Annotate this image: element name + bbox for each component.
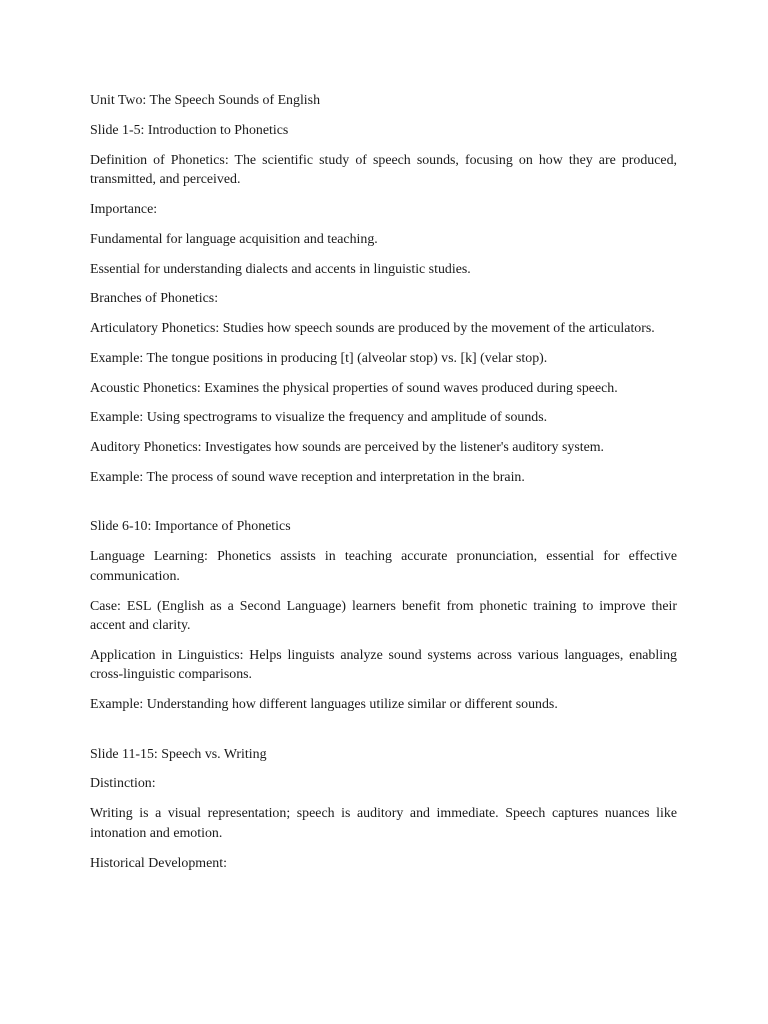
auditory-example: Example: The process of sound wave reception and interpretation in the brain. xyxy=(90,469,525,485)
importance-item: Essential for understanding dialects and accents in linguistic studies. xyxy=(90,261,471,277)
acoustic-paragraph: Acoustic Phonetics: Examines the physical properties of sound waves produced during speech. xyxy=(90,380,618,396)
distinction-paragraph: Writing is a visual representation; speech is auditory and immediate. Speech captures nuances like intonation and emotion. xyxy=(90,806,677,841)
case-paragraph: Case: ESL (English as a Second Language) learners benefit from phonetic training to improve their accent and clarity. xyxy=(90,598,677,634)
importance-item: Fundamental for language acquisition and teaching. xyxy=(90,231,378,247)
articulatory-example: Example: The tongue positions in producing [t] (alveolar stop) vs. [k] (velar stop). xyxy=(90,350,548,366)
document-title: Unit Two: The Speech Sounds of English xyxy=(90,93,321,108)
importance-label: Importance: xyxy=(90,201,158,217)
section-heading-speech-vs-writing: Slide 11-15: Speech vs. Writing xyxy=(90,746,267,762)
section-spacer xyxy=(90,725,677,745)
importance-example: Example: Understanding how different languages utilize similar or different sounds. xyxy=(90,697,558,713)
definition-paragraph: Definition of Phonetics: The scientific study of speech sounds, focusing on how they are produced, transmitted, and perceived. xyxy=(90,152,677,188)
section-spacer xyxy=(90,498,677,518)
application-paragraph: Application in Linguistics: Helps linguists analyze sound systems across various languages, enabling cross-linguistic comparisons. xyxy=(90,647,677,683)
articulatory-paragraph: Articulatory Phonetics: Studies how speech sounds are produced by the movement of the articulators. xyxy=(90,321,655,337)
distinction-label: Distinction: xyxy=(90,776,156,792)
section-heading-importance: Slide 6-10: Importance of Phonetics xyxy=(90,519,291,535)
branches-label: Branches of Phonetics: xyxy=(90,291,219,307)
auditory-paragraph: Auditory Phonetics: Investigates how sounds are perceived by the listener's auditory system. xyxy=(90,440,605,456)
acoustic-example: Example: Using spectrograms to visualize the frequency and amplitude of sounds. xyxy=(90,410,548,426)
document-body xyxy=(90,91,677,883)
section-heading-introduction: Slide 1-5: Introduction to Phonetics xyxy=(90,122,289,138)
language-learning-paragraph: Language Learning: Phonetics assists in teaching accurate pronunciation, essential for effective communication. xyxy=(90,549,677,584)
historical-label: Historical Development: xyxy=(90,855,227,871)
